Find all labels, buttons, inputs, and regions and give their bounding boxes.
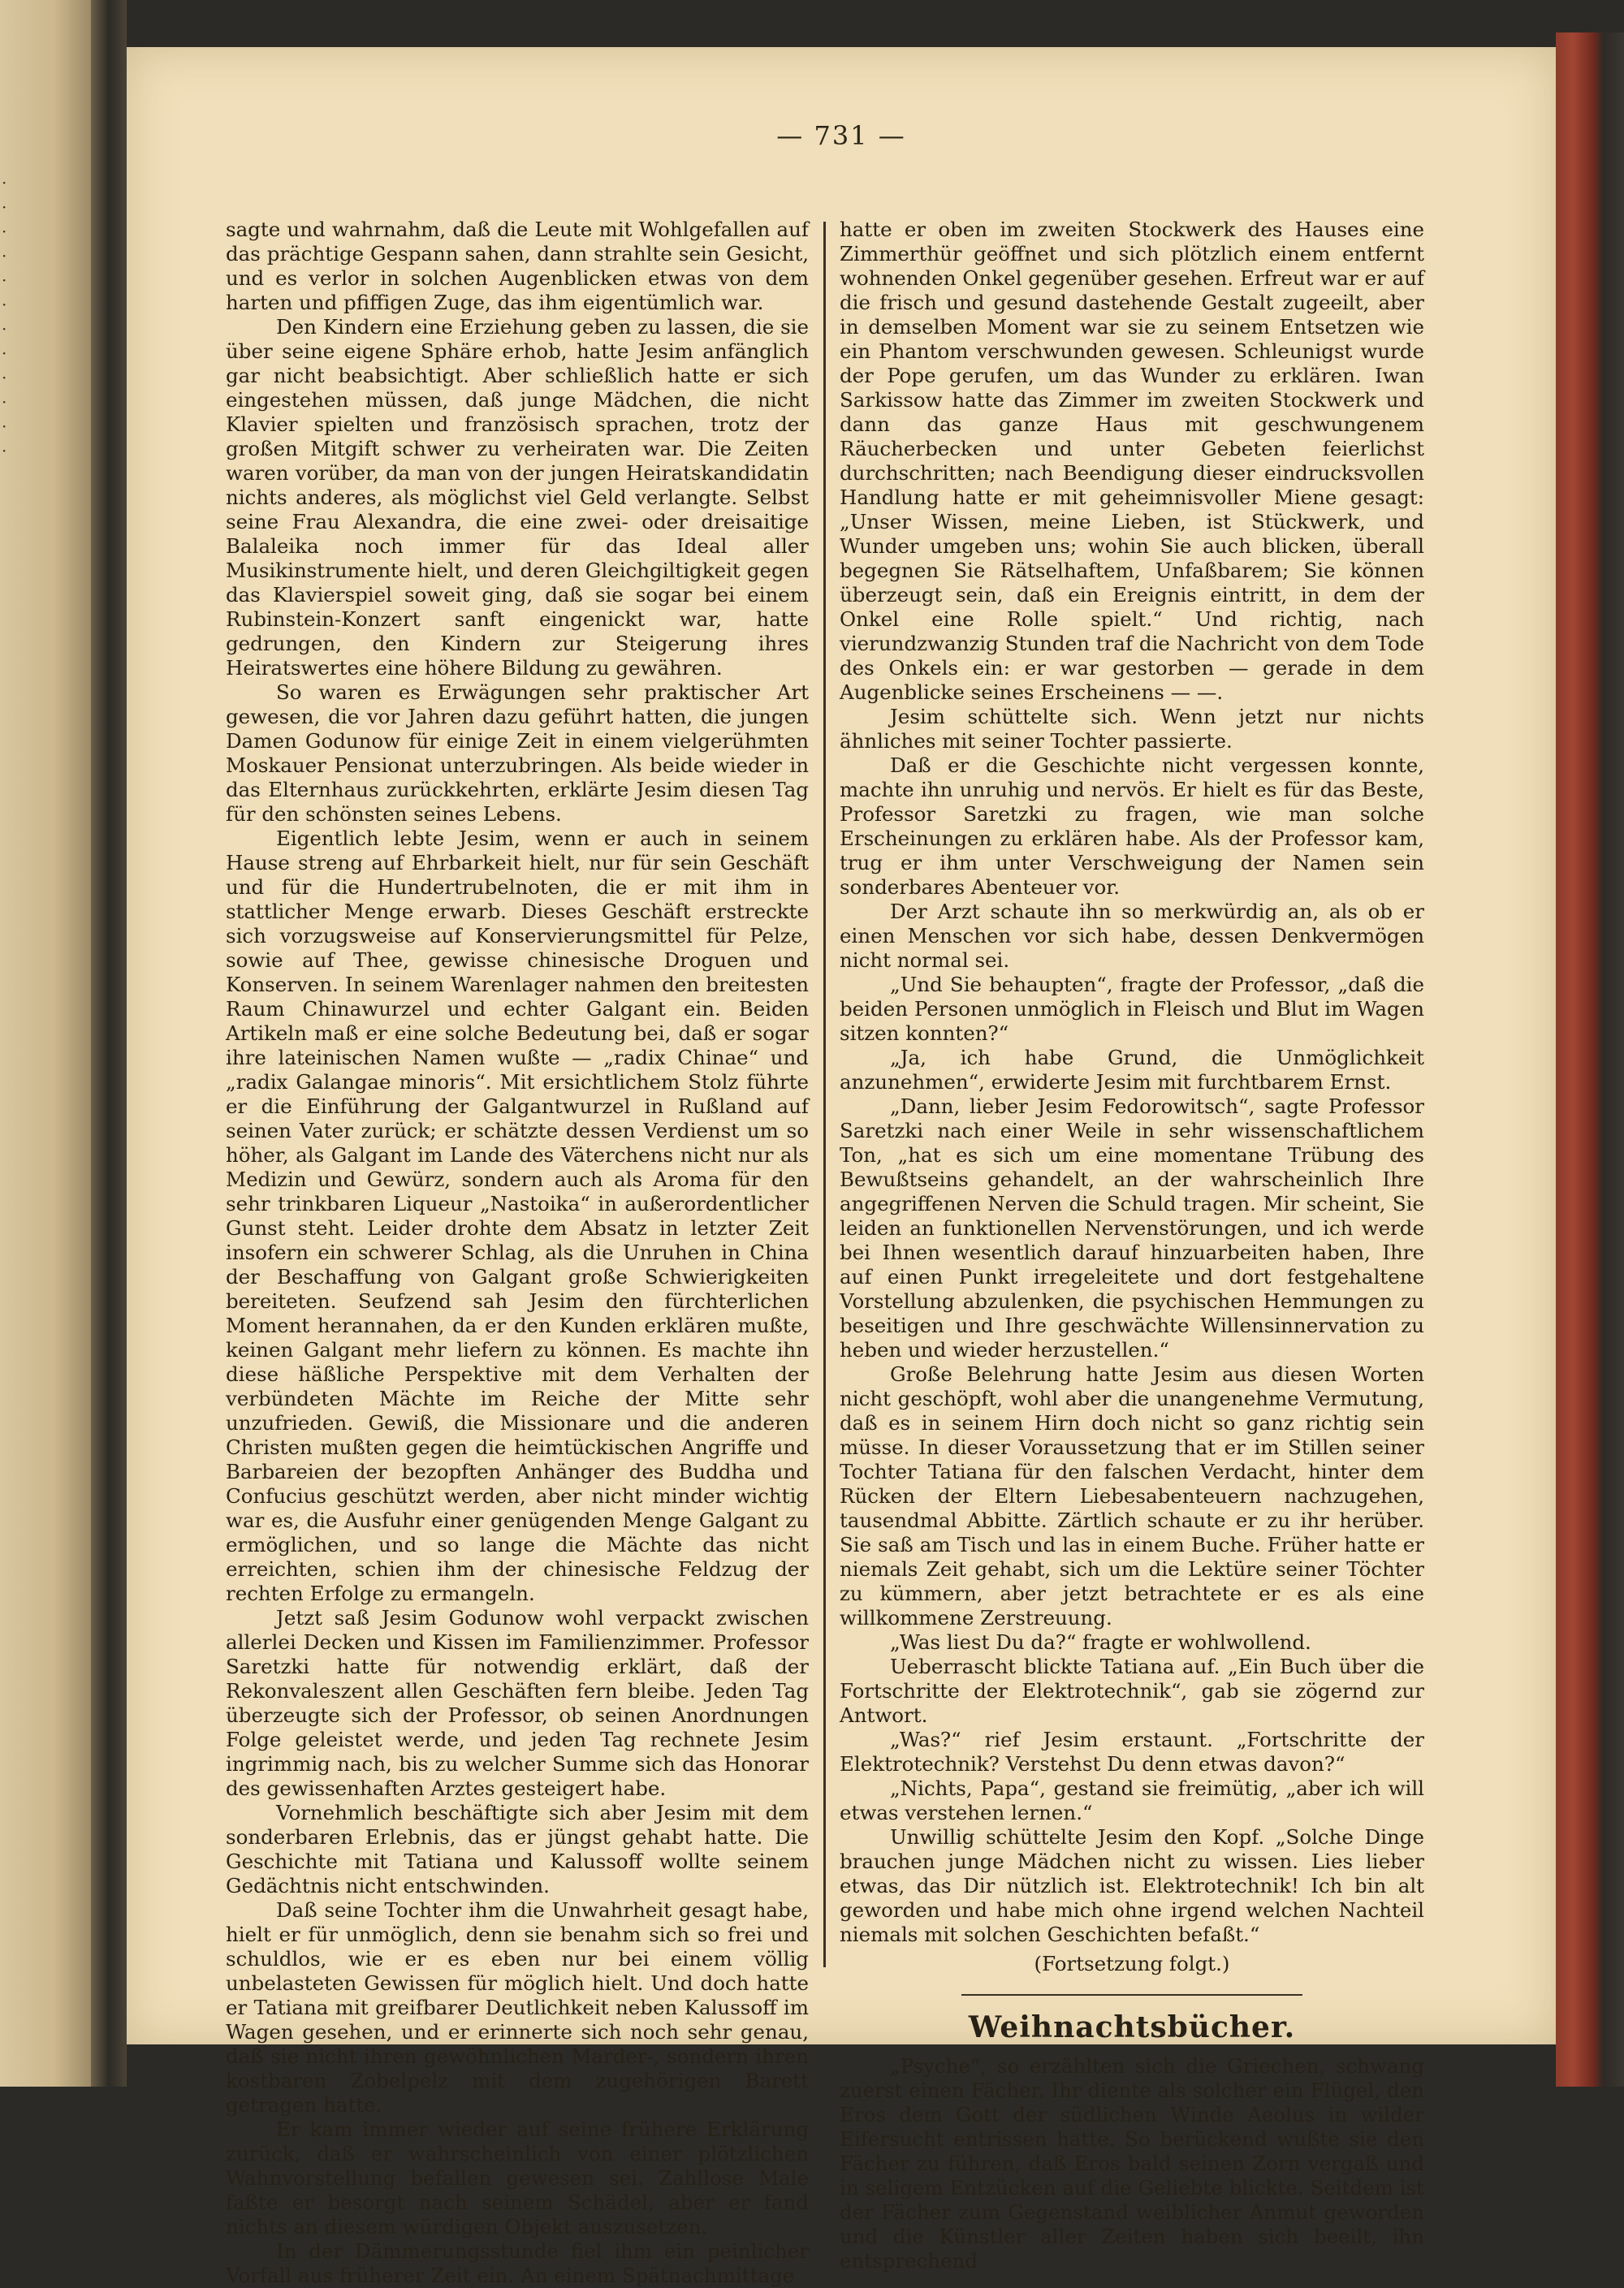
paragraph: „Was?“ rief Jesim erstaunt. „Fortschritte der Elektrotechnik? Verstehst Du denn etwas davon?“ [840, 1728, 1424, 1776]
facing-page-text-fragment: · · · · · · · · · · · · [2, 173, 7, 460]
section-paragraphs [840, 2054, 1424, 2273]
column-divider [823, 222, 826, 1967]
paragraph: „Nichts, Papa“, gestand sie freimütig, „aber ich will etwas verstehen lernen.“ [840, 1776, 1424, 1824]
paragraph: Jetzt saß Jesim Godunow wohl verpackt zwischen allerlei Decken und Kissen im Familienzimmer. Professor Saretzki hatte für notwendig erklärt, daß der Rekonvaleszent allen Geschäften fern bleibe. Jeden Tag überzeugte sich der Professor, ob seinen Anordnungen Folge geleistet werde, und jeden Tag rechnete Jesim ingrimmig nach, bis zu welcher Summe sich das Honorar des gewissenhaften Arztes gesteigert habe. [226, 1606, 809, 1800]
paragraph: Daß seine Tochter ihm die Unwahrheit gesagt habe, hielt er für unmöglich, denn sie benahm sich so frei und schuldlos, wie er es eben nur bei einem völlig unbelasteten Gewissen für möglich hielt. Und doch hatte er Tatiana mit greifbarer Deutlichkeit neben Kalussoff im Wagen gesehen, und er erinnerte sich noch sehr genau, daß sie nicht ihren gewöhnlichen Marder-, sondern ihren kostbaren Zobelpelz mit dem zugehörigen Barett getragen hatte. [226, 1898, 809, 2117]
paragraph: Er kam immer wieder auf seine frühere Erklärung zurück, daß er wahrscheinlich von einer plötzlichen Wahnvorstellung befallen gewesen sei. Zahllose Male faßte er besorgt nach seinem Schädel, aber er fand nichts an diesem würdigen Objekt auszusetzen. [226, 2117, 809, 2238]
newspaper-page [127, 47, 1556, 2287]
paragraph: „Ja, ich habe Grund, die Unmöglichkeit anzunehmen“, erwiderte Jesim mit furchtbarem Ernst. [840, 1046, 1424, 1094]
paragraph: sagte und wahrnahm, daß die Leute mit Wohlgefallen auf das prächtige Gespann sahen, dann strahlte sein Gesicht, und es verlor in solchen Augenblicken etwas von dem harten und pfiffigen Zuge, das ihm eigentümlich war. [226, 218, 809, 314]
paragraph: Daß er die Geschichte nicht vergessen konnte, machte ihn unruhig und nervös. Er hielt es für das Beste, Professor Saretzki zu fragen, wie man solche Erscheinungen zu erklären habe. Als der Professor kam, trug er ihm unter Verschweigung der Namen sein sonderbares Abenteuer vor. [840, 753, 1424, 899]
paragraph: Vornehmlich beschäftigte sich aber Jesim mit dem sonderbaren Erlebnis, das er jüngst gehabt hatte. Die Geschichte mit Tatiana und Kalussoff wollte seinem Gedächtnis nicht entschwinden. [226, 1801, 809, 1897]
section-heading: Weihnachtsbücher. [968, 2010, 1296, 2044]
paragraph: „Psyche“, so erzählten sich die Griechen, schwang zuerst einen Fächer. Ihr diente als solcher ein Flügel, den Eros dem Gott der südlichen Winde Aeolus in wilder Eifersucht entrissen hatte. So berückend wußte sie den Fächer zu führen, daß Eros bald seinen Zorn vergaß und in seligem Entzücken auf die Geliebte blickte. Seitdem ist der Fächer zum Gegenstand weiblicher Anmut geworden und die Künstler aller Zeiten haben sich beeilt, ihn entsprechend [840, 2054, 1424, 2273]
paragraph: Der Arzt schaute ihn so merkwürdig an, als ob er einen Menschen vor sich habe, dessen Denkvermögen nicht normal sei. [840, 900, 1424, 972]
paragraph: „Dann, lieber Jesim Fedorowitsch“, sagte Professor Saretzki nach einer Weile in sehr wissenschaftlichem Ton, „hat es sich um eine momentane Trübung des Bewußtseins gehandelt, an der wahrscheinlich Ihre angegriffenen Nerven die Schuld tragen. Mir scheint, Sie leiden an funktionellen Nervenstörungen, und ich werde bei Ihnen wesentlich darauf hinzuarbeiten haben, Ihre auf einen Punkt irregeleitete und dort festgehaltene Vorstellung abzulenken, die psychischen Hemmungen zu beseitigen und Ihre geschwächte Willensinnervation zu heben und wieder herzustellen.“ [840, 1094, 1424, 1362]
paragraph: Den Kindern eine Erziehung geben zu lassen, die sie über seine eigene Sphäre erhob, hatte Jesim anfänglich gar nicht beabsichtigt. Aber schließlich hatte er sich eingestehen müssen, daß junge Mädchen, die nicht Klavier spielten und französisch sprachen, trotz der großen Mitgift schwer zu verheiraten war. Die Zeiten waren vorüber, da man von der jungen Heiratskandidatin nichts anderes, als möglichst viel Geld verlangte. Selbst seine Frau Alexandra, die eine zwei- oder dreisaitige Balaleika noch immer für das Ideal aller Musikinstrumente hielt, und deren Gleichgiltigkeit gegen das Klavierspiel soweit ging, daß sie sogar bei einem Rubinstein-Konzert sanft eingenickt war, hatte gedrungen, den Kindern zur Steigerung ihres Heiratswertes eine höhere Bildung zu gewähren. [226, 315, 809, 680]
paragraph: „Und Sie behaupten“, fragte der Professor, „daß die beiden Personen unmöglich in Fleisch und Blut im Wagen sitzen konnten?“ [840, 973, 1424, 1045]
paragraph: Unwillig schüttelte Jesim den Kopf. „Solche Dinge brauchen junge Mädchen nicht zu wissen. Lies lieber etwas, das Dir nützlich ist. Elektrotechnik! Ich bin alt geworden und habe mich ohne irgend welchen Nachteil niemals mit solchen Geschichten befaßt.“ [840, 1825, 1424, 1946]
paragraph: Jesim schüttelte sich. Wenn jetzt nur nichts ähnliches mit seiner Tochter passierte. [840, 705, 1424, 753]
paragraph: hatte er oben im zweiten Stockwerk des Hauses eine Zimmerthür geöffnet und sich plötzlich einem entfernt wohnenden Onkel gegenüber gesehen. Erfreut war er auf die frisch und gesund dastehende Gestalt zugeeilt, aber in demselben Moment war sie zu seinem Entsetzen wie ein Phantom verschwunden gewesen. Schleunigst wurde der Pope gerufen, um das Wunder zu erklären. Iwan Sarkissow hatte das Zimmer im zweiten Stockwerk und dann das ganze Haus mit geschwungenem Räucherbecken und unter Gebeten feierlichst durchschritten; nach Beendigung dieser eindrucksvollen Handlung hatte er mit geheimnisvoller Miene gesagt: „Unser Wissen, meine Lieben, ist Stückwerk, und Wunder umgeben uns; wohin Sie auch blicken, überall begegnen Sie Rätselhaftem, Unfaßbarem; Sie können überzeugt sein, daß ein Ereignis eintritt, in dem der Onkel eine Rolle spielt.“ Und richtig, nach vierundzwanzig Stunden traf die Nachricht von dem Tode des Onkels ein: er war gestorben — gerade in dem Augenblicke seines Erscheinens — —. [840, 218, 1424, 704]
paragraph: So waren es Erwägungen sehr praktischer Art gewesen, die vor Jahren dazu geführt hatten, die jungen Damen Godunow für einige Zeit in einem vielgerühmten Moskauer Pensionat unterzubringen. Als beide wieder in das Elternhaus zurückkehrten, erklärte Jesim diesen Tag für den schönsten seines Lebens. [226, 680, 809, 826]
paragraph: „Was liest Du da?“ fragte er wohlwollend. [890, 1630, 1311, 1654]
left-text-column [226, 218, 809, 2288]
section-divider [961, 1994, 1302, 1996]
page-number: — 731 — [776, 120, 906, 151]
book-gutter [91, 0, 127, 2087]
book-binding-edge [1556, 32, 1624, 2087]
continuation-note: (Fortsetzung folgt.) [1034, 1952, 1230, 1975]
paragraph: Eigentlich lebte Jesim, wenn er auch in seinem Hause streng auf Ehrbarkeit hielt, nur für sein Geschäft und für die Hundertrubelnoten, die er mit ihm in stattlicher Menge erwarb. Dieses Geschäft erstreckte sich vorzugsweise auf Konservierungsmittel für Pelze, sowie auf Thee, gewisse chinesische Droguen und Konserven. In seinem Warenlager nahmen den breitesten Raum Chinawurzel und echter Galgant ein. Beiden Artikeln maß er eine solche Bedeutung bei, daß er sogar ihre lateinischen Namen wußte — „radix Chinae“ und „radix Galangae minoris“. Mit ersichtlichem Stolz führte er die Einführung der Galgantwurzel in Rußland auf seinen Vater zurück; er schätzte dessen Verdienst um so höher, als Galgant im Lande des Väterchens nicht nur als Medizin und Gewürz, sondern auch als Aroma für den sehr trinkbaren Liqueur „Nastoika“ in außerordentlicher Gunst steht. Leider drohte dem Absatz in letzter Zeit insofern ein schwerer Schlag, als die Unruhen in China der Beschaffung von Galgant große Schwierigkeiten bereiteten. Seufzend sah Jesim den fürchterlichen Moment herannahen, da er den Kunden erklären mußte, keinen Galgant mehr liefern zu können. Es machte ihn diese häßliche Perspektive mit dem Verhalten der verbündeten Mächte im Reiche der Mitte sehr unzufrieden. Gewiß, die Missionare und die anderen Christen mußten gegen die heimtückischen Angriffe und Barbareien der bezopften Anhänger des Buddha und Confucius geschützt werden, aber nicht minder wichtig war es, die Ausfuhr einer genügenden Menge Galgant zu ermöglichen, und so lange die Mächte das nicht erreichten, schien ihm der chinesische Feldzug der rechten Erfolge zu ermangeln. [226, 827, 809, 1605]
right-text-column [840, 218, 1424, 2273]
right-paragraphs [840, 218, 1424, 1947]
paragraph: Große Belehrung hatte Jesim aus diesen Worten nicht geschöpft, wohl aber die unangenehme Vermutung, daß es in seinem Hirn doch nicht so ganz richtig sein müsse. In dieser Voraussetzung that er im Stillen seiner Tochter Tatiana für den falschen Verdacht, hinter dem Rücken der Eltern Liebesabenteuern nachzugehen, tausendmal Abbitte. Zärtlich schaute er zu ihr herüber. Sie saß am Tisch und las in einem Buche. Früher hatte er niemals Zeit gehabt, sich um die Lektüre seiner Töchter zu kümmern, aber jetzt betrachtete er es als eine willkommene Zerstreuung. [840, 1362, 1424, 1630]
facing-page-edge [0, 0, 91, 2087]
paragraph: Ueberrascht blickte Tatiana auf. „Ein Buch über die Fortschritte der Elektrotechnik“, gab sie zögernd zur Antwort. [840, 1655, 1424, 1727]
paragraph: In der Dämmerungsstunde fiel ihm ein peinlicher Vorfall aus früherer Zeit ein. An einem Spätnachmittage [226, 2239, 809, 2287]
